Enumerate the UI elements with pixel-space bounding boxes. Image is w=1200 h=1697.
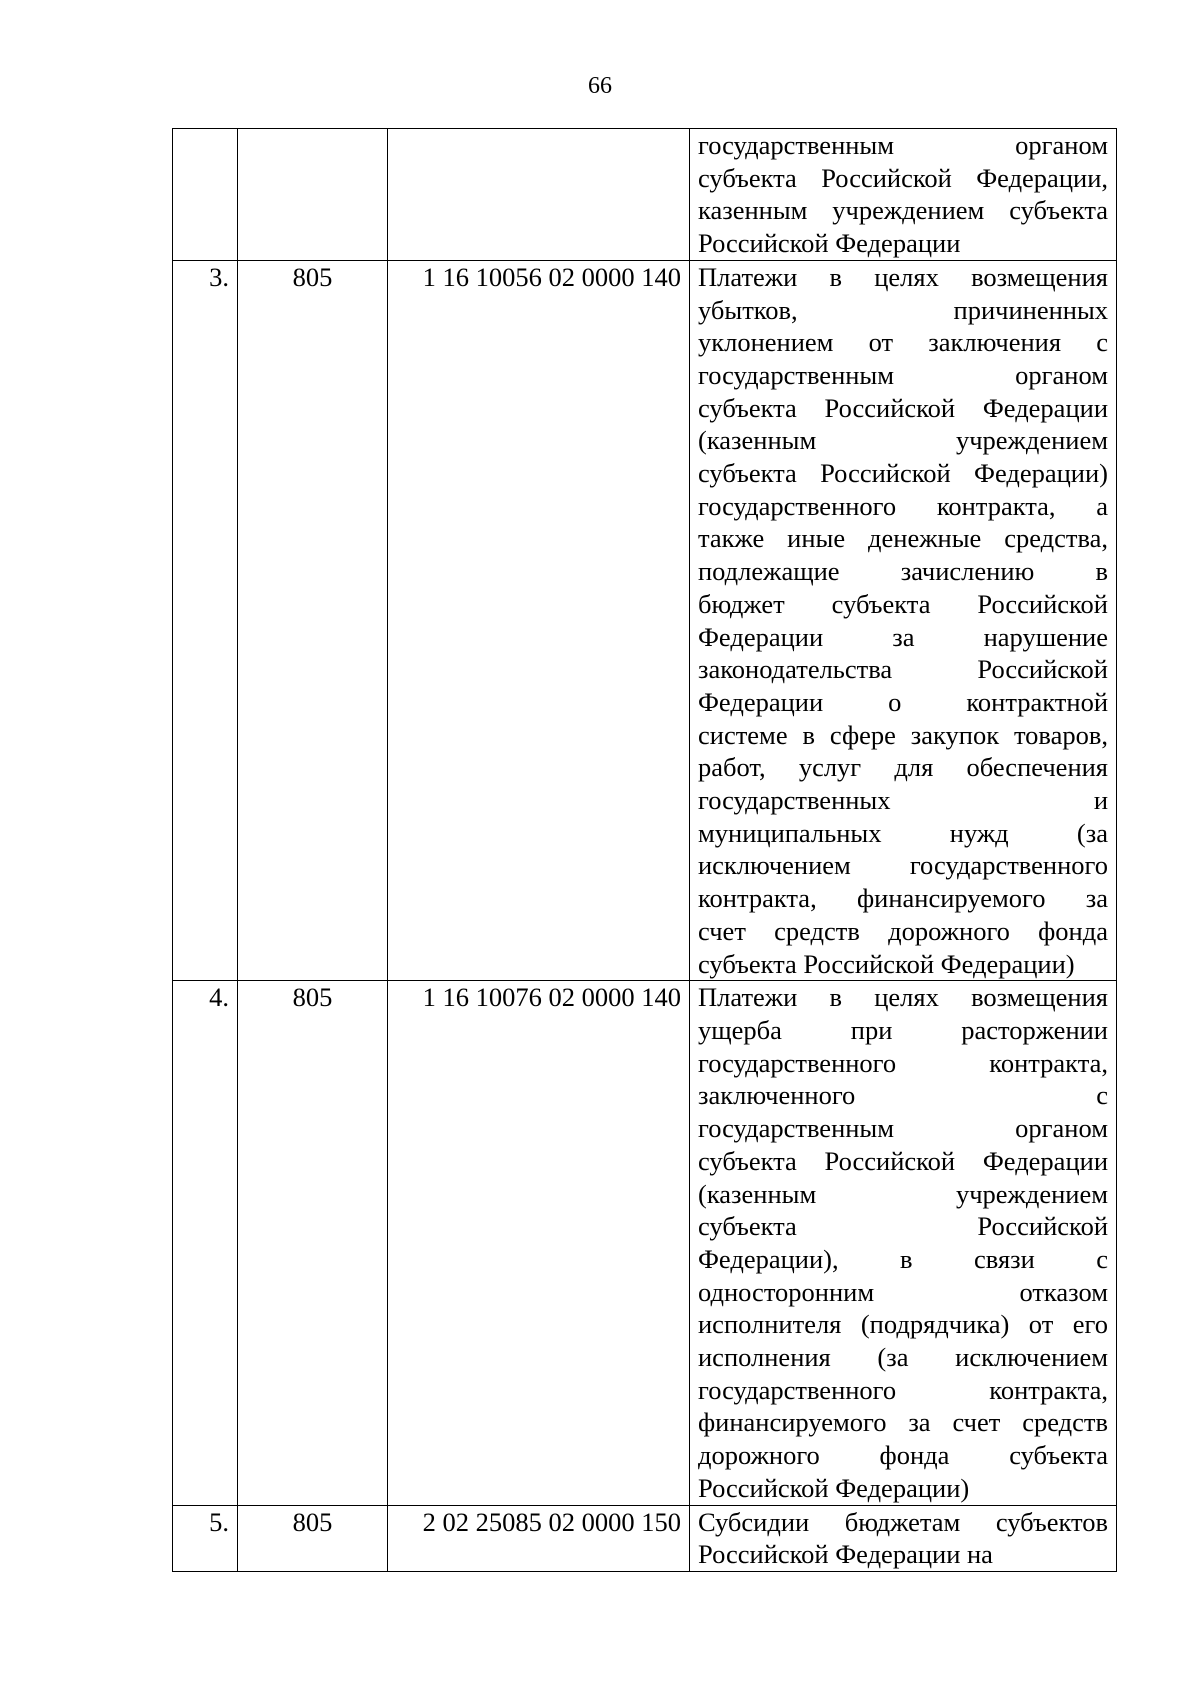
revenue-name-line: государственного контракта, а xyxy=(698,490,1108,521)
revenue-name-cell xyxy=(690,129,1117,261)
revenue-name-line: казенным учреждением субъекта xyxy=(698,195,1108,226)
revenue-name-cell xyxy=(690,981,1117,1505)
revenue-name-line: заключенного с xyxy=(698,1080,1108,1111)
revenue-name-line: Российской Федерации xyxy=(698,228,961,259)
revenue-name-line: государственным органом xyxy=(698,359,1108,390)
revenue-name-line: системе в сфере закупок товаров, xyxy=(698,719,1108,750)
revenue-code-cell: 1 16 10056 02 0000 140 xyxy=(388,260,690,980)
revenue-name-line: государственного контракта, xyxy=(698,1047,1108,1078)
revenue-name-line: также иные денежные средства, xyxy=(698,523,1108,554)
revenue-name-line: государственным органом xyxy=(698,1113,1108,1144)
table-row xyxy=(173,129,1117,261)
revenue-name-line: односторонним отказом xyxy=(698,1276,1108,1307)
row-number-cell: 3. xyxy=(173,260,238,980)
revenue-name-line: бюджет субъекта Российской xyxy=(698,588,1108,619)
revenue-name-line: дорожного фонда субъекта xyxy=(698,1440,1108,1471)
revenue-name-line: Российской Федерации) xyxy=(698,1472,970,1503)
revenue-name-line: (казенным учреждением xyxy=(698,1178,1108,1209)
table-row xyxy=(173,1505,1117,1571)
revenue-name-line: Платежи в целях возмещения xyxy=(698,982,1108,1013)
revenue-name-line: субъекта Российской Федерации) xyxy=(698,948,1075,979)
revenue-name-line: субъекта Российской Федерации, xyxy=(698,162,1108,193)
administrator-code-cell: 805 xyxy=(238,260,388,980)
page-number: 66 xyxy=(588,73,612,99)
revenue-name-line: законодательства Российской xyxy=(698,654,1108,685)
revenue-name-line: субъекта Российской Федерации xyxy=(698,1145,1108,1176)
revenue-name-line: контракта, финансируемого за xyxy=(698,883,1108,914)
administrator-code-cell: 805 xyxy=(238,981,388,1505)
row-number-cell xyxy=(173,129,238,261)
revenue-name-line: исключением государственного xyxy=(698,850,1108,881)
administrator-code-cell: 805 xyxy=(238,1505,388,1571)
revenue-name-line: государственного контракта, xyxy=(698,1374,1108,1405)
revenue-name-line: подлежащие зачислению в xyxy=(698,556,1108,587)
revenue-name-cell xyxy=(690,260,1117,980)
row-number-cell: 5. xyxy=(173,1505,238,1571)
revenue-name-line: убытков, причиненных xyxy=(698,294,1108,325)
administrator-code-cell xyxy=(238,129,388,261)
revenue-name-line: субъекта Российской Федерации) xyxy=(698,458,1108,489)
revenue-name-line: ущерба при расторжении xyxy=(698,1014,1108,1045)
revenue-name-line: Субсидии бюджетам субъектов xyxy=(698,1506,1108,1537)
budget-classification-table xyxy=(172,128,1117,1572)
revenue-name-line: исполнителя (подрядчика) от его xyxy=(698,1309,1108,1340)
revenue-name-line: финансируемого за счет средств xyxy=(698,1407,1108,1438)
revenue-name-line: муниципальных нужд (за xyxy=(698,817,1108,848)
revenue-name-line: работ, услуг для обеспечения xyxy=(698,752,1108,783)
revenue-name-line: Федерации за нарушение xyxy=(698,621,1108,652)
revenue-name-line: государственных и xyxy=(698,785,1108,816)
revenue-code-cell xyxy=(388,129,690,261)
revenue-name-line: субъекта Российской xyxy=(698,1211,1108,1242)
revenue-name-line: (казенным учреждением xyxy=(698,425,1108,456)
table-row xyxy=(173,981,1117,1505)
revenue-name-line: Платежи в целях возмещения xyxy=(698,261,1108,292)
table-row xyxy=(173,260,1117,980)
revenue-name-line: счет средств дорожного фонда xyxy=(698,915,1108,946)
revenue-name-line: государственным органом xyxy=(698,130,1108,160)
revenue-code-cell: 2 02 25085 02 0000 150 xyxy=(388,1505,690,1571)
revenue-name-line: исполнения (за исключением xyxy=(698,1342,1108,1373)
revenue-name-cell xyxy=(690,1505,1117,1571)
row-number-cell: 4. xyxy=(173,981,238,1505)
revenue-code-cell: 1 16 10076 02 0000 140 xyxy=(388,981,690,1505)
revenue-name-line: Российской Федерации на xyxy=(698,1539,993,1570)
revenue-name-line: уклонением от заключения с xyxy=(698,327,1108,358)
table-body xyxy=(173,129,1117,1572)
revenue-name-line: Федерации), в связи с xyxy=(698,1243,1108,1274)
revenue-name-line: субъекта Российской Федерации xyxy=(698,392,1108,423)
revenue-name-line: Федерации о контрактной xyxy=(698,686,1108,717)
